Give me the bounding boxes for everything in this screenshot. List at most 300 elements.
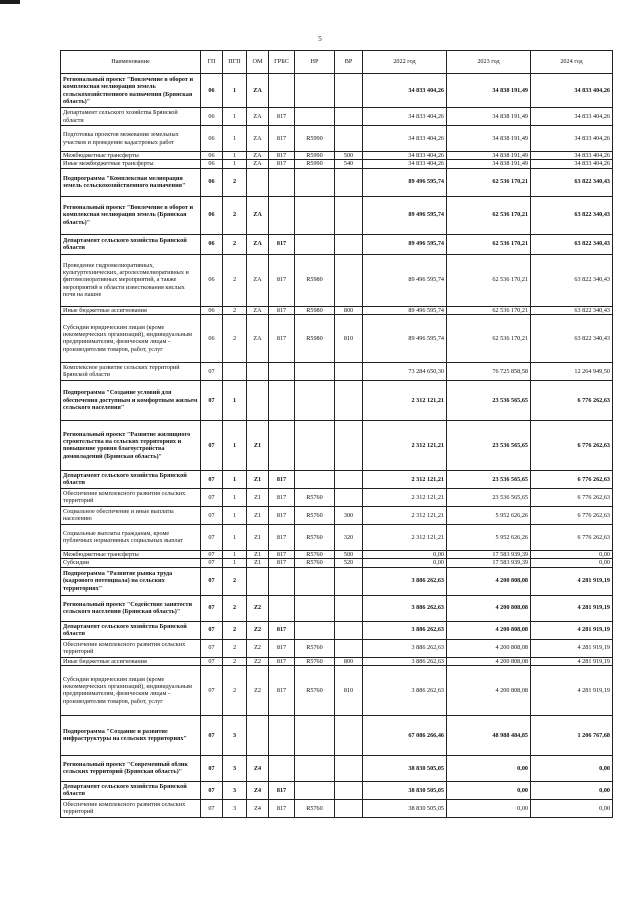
- cell-nr: R5760: [295, 665, 335, 715]
- cell-2024: 0,00: [531, 755, 613, 781]
- cell-grbs: 817: [269, 160, 295, 168]
- cell-2023: 62 536 170,21: [447, 234, 531, 254]
- cell-2024: 0,00: [531, 550, 613, 558]
- table-row: [61, 657, 613, 665]
- cell-grbs: [269, 595, 295, 621]
- table-row: [61, 234, 613, 254]
- cell-nr: R5760: [295, 657, 335, 665]
- cell-pgp: 1: [223, 108, 247, 126]
- cell-grbs: 817: [269, 550, 295, 558]
- cell-2022: 73 284 650,30: [363, 362, 447, 380]
- cell-pgp: 3: [223, 781, 247, 799]
- cell-2023: 23 536 565,65: [447, 420, 531, 470]
- cell-vr: [335, 488, 363, 506]
- cell-vr: [335, 362, 363, 380]
- cell-2022: 34 833 404,26: [363, 152, 447, 160]
- cell-pgp: 2: [223, 306, 247, 314]
- cell-2022: 38 830 505,05: [363, 755, 447, 781]
- cell-vr: 320: [335, 524, 363, 550]
- cell-pgp: 2: [223, 665, 247, 715]
- cell-2024: 34 833 404,26: [531, 74, 613, 108]
- cell-2023: 17 583 939,39: [447, 550, 531, 558]
- cell-gp: 07: [201, 715, 223, 755]
- cell-gp: 07: [201, 506, 223, 524]
- cell-2022: 3 886 262,63: [363, 657, 447, 665]
- cell-nr: R5760: [295, 506, 335, 524]
- cell-grbs: [269, 715, 295, 755]
- cell-name: Региональный проект "Содействие занятости сельского населения (Брянская область)": [61, 595, 201, 621]
- cell-om: Z1: [247, 506, 269, 524]
- cell-pgp: 1: [223, 506, 247, 524]
- cell-2023: 62 536 170,21: [447, 254, 531, 306]
- cell-name: Подготовка проектов межевания земельных участков и проведение кадастровых работ: [61, 126, 201, 152]
- cell-2023: 62 536 170,21: [447, 168, 531, 196]
- table-row: [61, 781, 613, 799]
- cell-om: ZA: [247, 74, 269, 108]
- cell-gp: 07: [201, 567, 223, 595]
- cell-2024: 0,00: [531, 799, 613, 817]
- table-row: [61, 126, 613, 152]
- cell-2024: 63 822 340,43: [531, 306, 613, 314]
- cell-2023: 4 200 808,08: [447, 595, 531, 621]
- cell-gp: 06: [201, 168, 223, 196]
- cell-vr: [335, 74, 363, 108]
- cell-gp: 07: [201, 524, 223, 550]
- cell-nr: R5990: [295, 160, 335, 168]
- cell-pgp: 1: [223, 524, 247, 550]
- cell-2023: 62 536 170,21: [447, 314, 531, 362]
- cell-vr: [335, 254, 363, 306]
- cell-2024: 63 822 340,43: [531, 314, 613, 362]
- cell-pgp: 2: [223, 196, 247, 234]
- cell-2023: 34 838 191,49: [447, 126, 531, 152]
- cell-om: [247, 380, 269, 420]
- cell-name: Социальные выплаты гражданам, кроме публичных нормативных социальных выплат: [61, 524, 201, 550]
- cell-grbs: [269, 168, 295, 196]
- cell-grbs: [269, 567, 295, 595]
- cell-2024: 4 281 919,19: [531, 639, 613, 657]
- cell-2023: 34 838 191,49: [447, 108, 531, 126]
- table-row: [61, 550, 613, 558]
- cell-gp: 06: [201, 254, 223, 306]
- table-row: [61, 639, 613, 657]
- cell-nr: [295, 108, 335, 126]
- cell-vr: [335, 799, 363, 817]
- cell-om: Z1: [247, 550, 269, 558]
- table-row: [61, 74, 613, 108]
- cell-nr: [295, 362, 335, 380]
- cell-vr: [335, 234, 363, 254]
- cell-nr: R5760: [295, 639, 335, 657]
- cell-2022: 34 833 404,26: [363, 74, 447, 108]
- cell-pgp: 1: [223, 550, 247, 558]
- cell-pgp: 1: [223, 74, 247, 108]
- cell-pgp: 1: [223, 559, 247, 567]
- cell-2024: 0,00: [531, 559, 613, 567]
- cell-name: Департамент сельского хозяйства Брянской области: [61, 781, 201, 799]
- cell-grbs: [269, 420, 295, 470]
- cell-2024: 34 833 404,26: [531, 152, 613, 160]
- cell-2024: 34 833 404,26: [531, 108, 613, 126]
- cell-grbs: 817: [269, 657, 295, 665]
- cell-pgp: 3: [223, 799, 247, 817]
- cell-grbs: [269, 380, 295, 420]
- cell-vr: 800: [335, 657, 363, 665]
- cell-om: Z2: [247, 621, 269, 639]
- cell-pgp: 1: [223, 380, 247, 420]
- cell-nr: R5990: [295, 152, 335, 160]
- cell-vr: [335, 781, 363, 799]
- cell-om: Z1: [247, 524, 269, 550]
- cell-2022: 0,00: [363, 559, 447, 567]
- cell-grbs: 817: [269, 524, 295, 550]
- header-gp: ГП: [201, 51, 223, 74]
- cell-name: Иные межбюджетные трансферты: [61, 160, 201, 168]
- cell-grbs: 817: [269, 639, 295, 657]
- table-row: [61, 488, 613, 506]
- cell-nr: [295, 420, 335, 470]
- cell-2024: 6 776 262,63: [531, 506, 613, 524]
- cell-grbs: 817: [269, 152, 295, 160]
- cell-gp: 06: [201, 152, 223, 160]
- cell-2023: 5 952 626,26: [447, 506, 531, 524]
- cell-gp: 07: [201, 665, 223, 715]
- table-row: [61, 506, 613, 524]
- cell-grbs: 817: [269, 781, 295, 799]
- cell-name: Региональный проект "Вовлечение в оборот и комплексная мелиорация земель сельскохозяйственного назначения (Брянская область)": [61, 74, 201, 108]
- cell-2023: 0,00: [447, 755, 531, 781]
- cell-nr: R5760: [295, 524, 335, 550]
- cell-gp: 07: [201, 657, 223, 665]
- cell-2023: 0,00: [447, 799, 531, 817]
- cell-2023: 62 536 170,21: [447, 196, 531, 234]
- cell-2024: 4 281 919,19: [531, 665, 613, 715]
- cell-gp: 06: [201, 196, 223, 234]
- cell-om: [247, 715, 269, 755]
- cell-2024: 34 833 404,26: [531, 126, 613, 152]
- cell-2022: 89 496 595,74: [363, 196, 447, 234]
- cell-nr: R5980: [295, 254, 335, 306]
- cell-grbs: 817: [269, 470, 295, 488]
- cell-2024: 1 206 767,68: [531, 715, 613, 755]
- cell-gp: 06: [201, 160, 223, 168]
- cell-grbs: 817: [269, 665, 295, 715]
- cell-nr: R5990: [295, 126, 335, 152]
- cell-om: Z1: [247, 559, 269, 567]
- cell-pgp: 2: [223, 639, 247, 657]
- cell-vr: 800: [335, 306, 363, 314]
- cell-nr: [295, 715, 335, 755]
- cell-pgp: 2: [223, 621, 247, 639]
- table-row: [61, 755, 613, 781]
- cell-pgp: 1: [223, 160, 247, 168]
- cell-vr: [335, 639, 363, 657]
- cell-name: Обеспечение комплексного развития сельских территорий: [61, 639, 201, 657]
- cell-2022: 34 833 404,26: [363, 108, 447, 126]
- cell-2022: 89 496 595,74: [363, 314, 447, 362]
- cell-grbs: 817: [269, 506, 295, 524]
- cell-grbs: 817: [269, 799, 295, 817]
- cell-nr: [295, 196, 335, 234]
- cell-pgp: 1: [223, 126, 247, 152]
- cell-2024: 6 776 262,63: [531, 380, 613, 420]
- cell-nr: [295, 380, 335, 420]
- cell-gp: 07: [201, 621, 223, 639]
- cell-2024: 6 776 262,63: [531, 420, 613, 470]
- cell-pgp: [223, 362, 247, 380]
- cell-vr: [335, 567, 363, 595]
- table-row: [61, 595, 613, 621]
- cell-om: ZA: [247, 314, 269, 362]
- cell-om: ZA: [247, 234, 269, 254]
- cell-nr: R5760: [295, 559, 335, 567]
- cell-name: Департамент сельского хозяйства Брянской области: [61, 108, 201, 126]
- cell-grbs: 817: [269, 234, 295, 254]
- cell-2022: 2 312 121,21: [363, 420, 447, 470]
- cell-2022: 3 886 262,63: [363, 665, 447, 715]
- cell-2024: 63 822 340,43: [531, 168, 613, 196]
- table-row: [61, 196, 613, 234]
- cell-om: Z1: [247, 470, 269, 488]
- cell-pgp: 2: [223, 567, 247, 595]
- cell-om: Z4: [247, 799, 269, 817]
- cell-2022: 89 496 595,74: [363, 168, 447, 196]
- table-row: [61, 314, 613, 362]
- cell-name: Департамент сельского хозяйства Брянской области: [61, 470, 201, 488]
- header-2023: 2023 год: [447, 51, 531, 74]
- table-row: [61, 559, 613, 567]
- table-row: [61, 254, 613, 306]
- cell-nr: [295, 781, 335, 799]
- cell-gp: 06: [201, 74, 223, 108]
- cell-name: Подпрограмма "Создание и развитие инфраструктуры на сельских территориях": [61, 715, 201, 755]
- table-row: [61, 470, 613, 488]
- cell-grbs: 817: [269, 254, 295, 306]
- cell-2023: 17 583 939,39: [447, 559, 531, 567]
- cell-2024: 4 281 919,19: [531, 567, 613, 595]
- cell-vr: [335, 420, 363, 470]
- cell-grbs: [269, 755, 295, 781]
- cell-gp: 07: [201, 470, 223, 488]
- cell-pgp: 1: [223, 488, 247, 506]
- cell-2024: 63 822 340,43: [531, 196, 613, 234]
- cell-2024: 6 776 262,63: [531, 488, 613, 506]
- cell-nr: [295, 567, 335, 595]
- cell-grbs: 817: [269, 126, 295, 152]
- cell-gp: 07: [201, 781, 223, 799]
- budget-table: [60, 50, 613, 818]
- cell-grbs: 817: [269, 108, 295, 126]
- cell-2024: 4 281 919,19: [531, 621, 613, 639]
- cell-name: Иные бюджетные ассигнования: [61, 657, 201, 665]
- cell-om: Z2: [247, 657, 269, 665]
- table-row: [61, 799, 613, 817]
- cell-2024: 6 776 262,63: [531, 524, 613, 550]
- cell-2023: 76 725 858,58: [447, 362, 531, 380]
- cell-om: [247, 362, 269, 380]
- cell-2024: 4 281 919,19: [531, 657, 613, 665]
- cell-vr: 300: [335, 506, 363, 524]
- header-grbs: ГРБС: [269, 51, 295, 74]
- table-row: [61, 665, 613, 715]
- cell-pgp: 2: [223, 595, 247, 621]
- cell-2024: 4 281 919,19: [531, 595, 613, 621]
- cell-name: Обеспечение комплексного развития сельских территорий: [61, 799, 201, 817]
- cell-om: Z2: [247, 665, 269, 715]
- cell-2022: 38 830 505,05: [363, 799, 447, 817]
- cell-grbs: 817: [269, 314, 295, 362]
- cell-2022: 89 496 595,74: [363, 254, 447, 306]
- cell-om: ZA: [247, 126, 269, 152]
- cell-name: Субсидии юридическим лицам (кроме некоммерческих организаций), индивидуальным предпринимателям, физическим лицам - производителям товаров, работ, услуг: [61, 665, 201, 715]
- cell-vr: [335, 380, 363, 420]
- cell-gp: 07: [201, 488, 223, 506]
- cell-vr: 540: [335, 160, 363, 168]
- cell-om: [247, 168, 269, 196]
- cell-vr: [335, 196, 363, 234]
- cell-2023: 34 838 191,49: [447, 160, 531, 168]
- table-row: [61, 524, 613, 550]
- cell-pgp: 2: [223, 234, 247, 254]
- cell-2022: 2 312 121,21: [363, 524, 447, 550]
- cell-2022: 89 496 595,74: [363, 234, 447, 254]
- cell-gp: 06: [201, 306, 223, 314]
- cell-vr: 500: [335, 550, 363, 558]
- cell-om: ZA: [247, 196, 269, 234]
- cell-gp: 07: [201, 799, 223, 817]
- cell-2023: 0,00: [447, 781, 531, 799]
- table-row: [61, 380, 613, 420]
- cell-gp: 07: [201, 559, 223, 567]
- cell-nr: [295, 621, 335, 639]
- cell-2022: 3 886 262,63: [363, 639, 447, 657]
- cell-2023: 4 200 808,08: [447, 657, 531, 665]
- cell-2022: 3 886 262,63: [363, 621, 447, 639]
- cell-name: Департамент сельского хозяйства Брянской области: [61, 621, 201, 639]
- table-row: [61, 108, 613, 126]
- table-row: [61, 621, 613, 639]
- cell-2023: 23 536 565,65: [447, 488, 531, 506]
- cell-name: Региональный проект "Развитие жилищного строительства на сельских территориях и повышение уровня благоустройства домовладений (Брянская область)": [61, 420, 201, 470]
- header-vr: ВР: [335, 51, 363, 74]
- cell-vr: 810: [335, 314, 363, 362]
- cell-nr: [295, 74, 335, 108]
- cell-2023: 4 200 808,08: [447, 665, 531, 715]
- cell-2022: 3 886 262,63: [363, 595, 447, 621]
- cell-grbs: 817: [269, 559, 295, 567]
- cell-grbs: [269, 362, 295, 380]
- cell-om: ZA: [247, 254, 269, 306]
- cell-2024: 6 776 262,63: [531, 470, 613, 488]
- cell-name: Межбюджетные трансферты: [61, 152, 201, 160]
- cell-grbs: 817: [269, 621, 295, 639]
- cell-om: Z4: [247, 755, 269, 781]
- cell-vr: 500: [335, 152, 363, 160]
- cell-gp: 06: [201, 314, 223, 362]
- cell-gp: 07: [201, 362, 223, 380]
- cell-name: Региональный проект "Современный облик сельских территорий (Брянская область)": [61, 755, 201, 781]
- header-name: Наименование: [61, 51, 201, 74]
- table-body: [61, 74, 613, 818]
- cell-grbs: 817: [269, 306, 295, 314]
- cell-2023: 4 200 808,08: [447, 639, 531, 657]
- cell-gp: 07: [201, 639, 223, 657]
- cell-2024: 63 822 340,43: [531, 234, 613, 254]
- cell-vr: 810: [335, 665, 363, 715]
- cell-pgp: 3: [223, 715, 247, 755]
- cell-name: Субсидии: [61, 559, 201, 567]
- table-row: [61, 168, 613, 196]
- cell-nr: [295, 470, 335, 488]
- cell-2023: 4 200 808,08: [447, 567, 531, 595]
- cell-gp: 06: [201, 234, 223, 254]
- cell-pgp: 3: [223, 755, 247, 781]
- cell-om: ZA: [247, 306, 269, 314]
- cell-grbs: [269, 196, 295, 234]
- cell-2022: 3 886 262,63: [363, 567, 447, 595]
- cell-gp: 07: [201, 550, 223, 558]
- cell-nr: [295, 755, 335, 781]
- table-row: [61, 152, 613, 160]
- cell-2023: 34 838 191,49: [447, 152, 531, 160]
- cell-name: Региональный проект "Вовлечение в оборот и комплексная мелиорация земель (Брянская область)": [61, 196, 201, 234]
- cell-vr: [335, 621, 363, 639]
- cell-nr: [295, 595, 335, 621]
- page-number: 5: [318, 35, 322, 43]
- cell-pgp: 1: [223, 470, 247, 488]
- cell-name: Межбюджетные трансферты: [61, 550, 201, 558]
- cell-om: [247, 567, 269, 595]
- cell-2024: 63 822 340,43: [531, 254, 613, 306]
- cell-gp: 06: [201, 126, 223, 152]
- cell-gp: 07: [201, 755, 223, 781]
- cell-2023: 5 952 626,26: [447, 524, 531, 550]
- cell-vr: [335, 126, 363, 152]
- table-row: [61, 420, 613, 470]
- cell-pgp: 2: [223, 314, 247, 362]
- header-2022: 2022 год: [363, 51, 447, 74]
- cell-om: Z2: [247, 639, 269, 657]
- cell-vr: [335, 108, 363, 126]
- cell-2022: 34 833 404,26: [363, 160, 447, 168]
- cell-2023: 23 536 565,65: [447, 380, 531, 420]
- cell-nr: [295, 234, 335, 254]
- cell-vr: [335, 168, 363, 196]
- cell-grbs: [269, 74, 295, 108]
- cell-om: Z4: [247, 781, 269, 799]
- cell-gp: 07: [201, 420, 223, 470]
- cell-2023: 62 536 170,21: [447, 306, 531, 314]
- cell-pgp: 2: [223, 168, 247, 196]
- cell-2023: 34 838 191,49: [447, 74, 531, 108]
- cell-nr: R5760: [295, 488, 335, 506]
- cell-2024: 34 833 404,26: [531, 160, 613, 168]
- table-row: [61, 567, 613, 595]
- cell-2022: 2 312 121,21: [363, 380, 447, 420]
- cell-name: Комплексное развитие сельских территорий Брянской области: [61, 362, 201, 380]
- cell-2022: 2 312 121,21: [363, 488, 447, 506]
- table-row: [61, 160, 613, 168]
- cell-2022: 89 496 595,74: [363, 306, 447, 314]
- cell-vr: [335, 470, 363, 488]
- cell-vr: [335, 755, 363, 781]
- cell-2024: 12 264 949,50: [531, 362, 613, 380]
- scan-corner-mark: [0, 0, 20, 4]
- cell-name: Субсидии юридическим лицам (кроме некоммерческих организаций), индивидуальным предпринимателям, физическим лицам - производителям товаров, работ, услуг: [61, 314, 201, 362]
- cell-om: ZA: [247, 160, 269, 168]
- cell-name: Проведение гидромелиоративных, культуртехнических, агролесомелиоративных и фитомелиоративных мероприятий, а также мероприятий в области известкования кислых почв на пашне: [61, 254, 201, 306]
- cell-2024: 0,00: [531, 781, 613, 799]
